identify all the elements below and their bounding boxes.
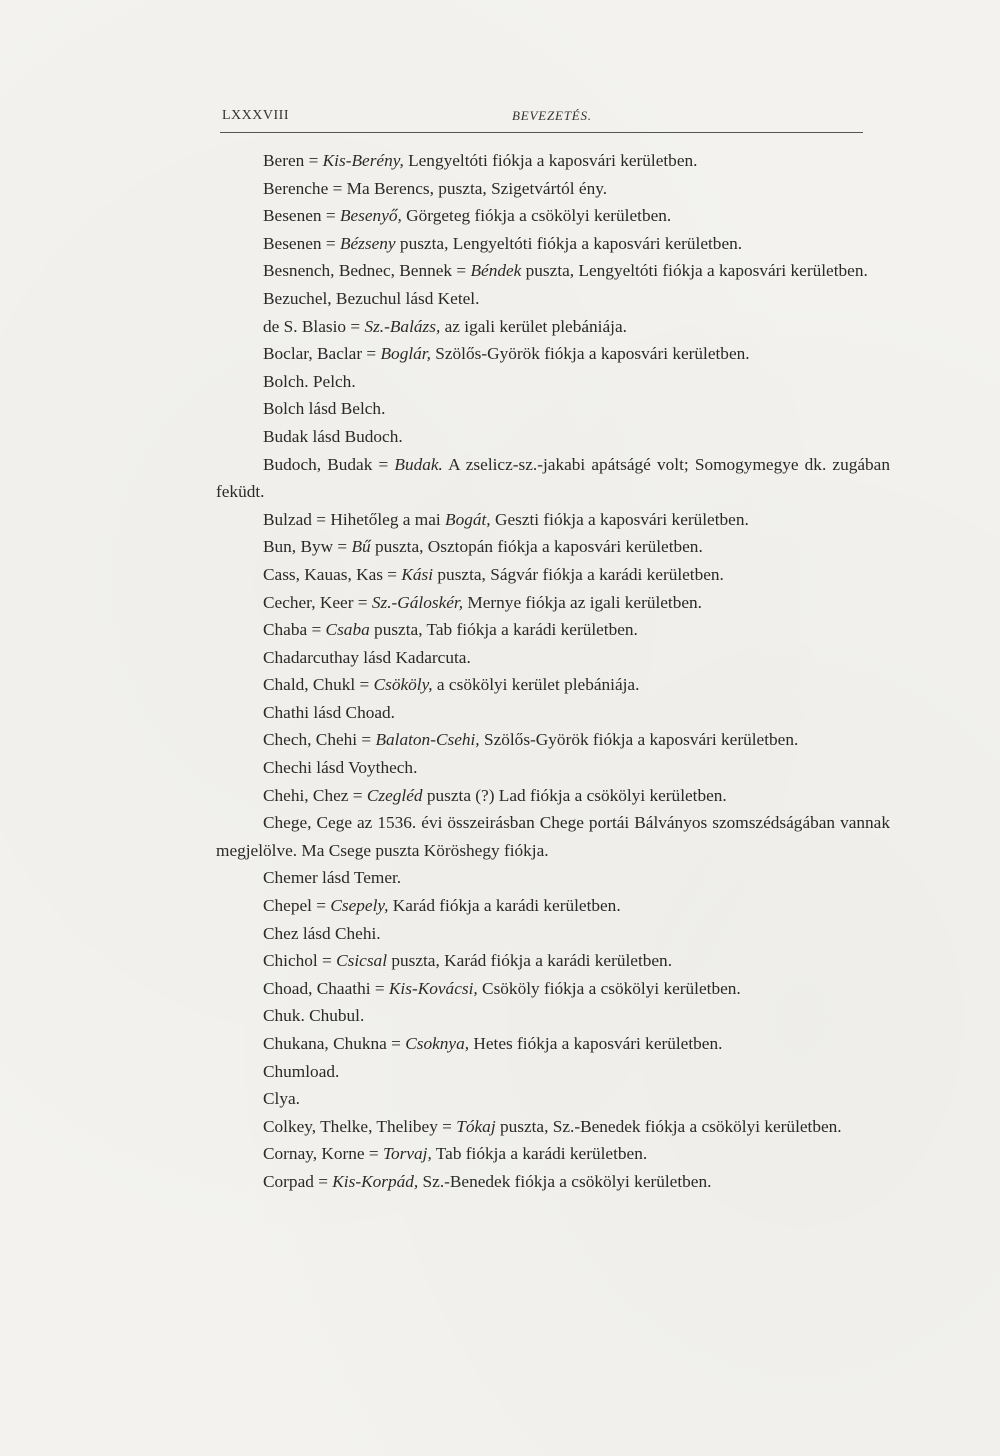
entry-description: puszta, Karád fiókja a karádi kerületben. [387, 951, 673, 971]
entry-modern-name: Csepely, [330, 896, 389, 916]
entry-headword: Chichol = [263, 951, 337, 971]
entry [216, 257, 890, 285]
entry [216, 947, 890, 975]
entry-modern-name: Kis-Korpád, [332, 1171, 419, 1191]
entry-headword: Berenche = Ma Berencs, puszta, Szigetvártól ény. [263, 178, 608, 198]
entry [216, 644, 890, 672]
running-title: BEVEZETÉS. [512, 108, 592, 123]
entry [216, 1058, 890, 1086]
entry-headword: Cecher, Keer = [263, 592, 372, 612]
entry-description: puszta, Sz.-Benedek fiókja a csökölyi kerületben. [495, 1116, 842, 1136]
entry-headword: Beren = [263, 151, 323, 170]
entry [216, 864, 890, 892]
entry [216, 809, 890, 864]
entry-headword: Chechi lásd Voythech. [263, 758, 418, 778]
entry [216, 1168, 890, 1196]
entry-headword: Chumload. [263, 1061, 340, 1081]
entry-description: Geszti fiókja a kaposvári kerületben. [490, 509, 749, 529]
entry-description: puszta (?) Lad fiókja a csökölyi kerületben. [422, 785, 727, 805]
entry-headword: Chadarcuthay lásd Kadarcuta. [263, 647, 471, 667]
entry [216, 451, 890, 506]
entry-headword: Bulzad = Hihetőleg a mai [263, 509, 446, 529]
entry-headword: Cass, Kauas, Kas = [263, 564, 402, 584]
entry [216, 975, 890, 1003]
entry [216, 754, 890, 782]
entry-modern-name: Budak. [394, 454, 443, 474]
entry [216, 892, 890, 920]
entry-headword: Clya. [263, 1089, 300, 1109]
entry-modern-name: Czegléd [366, 785, 423, 805]
entry-headword: Chuk. Chubul. [263, 1006, 365, 1026]
entry-description: Hetes fiókja a kaposvári kerületben. [469, 1034, 723, 1053]
entry [216, 671, 890, 699]
page-number: LXXXVIII [222, 108, 289, 123]
entry-modern-name: Sz.-Gáloskér, [371, 592, 464, 612]
entry [216, 726, 890, 754]
entry [216, 1113, 890, 1141]
entry-headword: Besnench, Bednec, Bennek = [263, 261, 471, 281]
entry-headword: Besenen = [263, 206, 340, 226]
entry [216, 506, 890, 534]
entry-headword: Cornay, Korne = [263, 1144, 383, 1164]
header-rule [220, 132, 863, 133]
entry-modern-name: Csoknya, [405, 1034, 470, 1053]
entry-modern-name: Csicsal [336, 951, 387, 971]
entry [216, 920, 890, 948]
entry-description: Lengyeltóti fiókja a kaposvári kerületben. [403, 151, 698, 170]
entry-description: puszta, Ságvár fiókja a karádi kerületben. [433, 564, 724, 584]
entry-headword: Bolch lásd Belch. [263, 399, 386, 419]
entry-modern-name: Sz.-Balázs, [364, 316, 441, 336]
entry-headword: Corpad = [263, 1171, 333, 1191]
entry-headword: Chehi, Chez = [263, 785, 367, 805]
entry-headword: Colkey, Thelke, Thelibey = [263, 1116, 457, 1136]
entry-headword: Bezuchel, Bezuchul lásd Ketel. [263, 288, 480, 308]
entry-headword: Besenen = [263, 233, 340, 253]
entry [216, 395, 890, 423]
entry-description: Tab fiókja a karádi kerületben. [431, 1144, 648, 1164]
entry-modern-name: Boglár, [380, 344, 431, 364]
entry [216, 782, 890, 810]
entry-headword: Choad, Chaathi = [263, 978, 389, 998]
entry-modern-name: Csaba [325, 620, 370, 640]
entry-modern-name: Kis-Berény, [322, 151, 404, 170]
entry-modern-name: Bogát, [445, 509, 491, 529]
entry-description: puszta, Tab fiókja a karádi kerületben. [369, 620, 638, 640]
entry [216, 313, 890, 341]
entry-description: puszta, Lengyeltóti fiókja a kaposvári kerületben. [521, 261, 868, 281]
entry-description: Görgeteg fiókja a csökölyi kerületben. [401, 206, 672, 226]
entry-description: puszta, Lengyeltóti fiókja a kaposvári kerületben. [395, 233, 743, 253]
entry [216, 1002, 890, 1030]
entry [216, 616, 890, 644]
entry-description: Szölős-Györök fiókja a kaposvári kerületben. [479, 730, 799, 750]
entry-description: Karád fiókja a karádi kerületben. [388, 896, 621, 916]
entry-headword: Chathi lásd Choad. [263, 702, 395, 722]
entry-headword: Bolch. Pelch. [263, 371, 356, 391]
entry-headword: Chech, Chehi = [263, 730, 376, 750]
entry-modern-name: Csököly, [373, 675, 433, 695]
entry [216, 285, 890, 313]
entry-description: Sz.-Benedek fiókja a csökölyi kerületben. [418, 1171, 712, 1191]
entry-headword: Budoch, Budak = [263, 454, 395, 474]
entry-description: a csökölyi kerület plebániája. [432, 675, 640, 695]
entry-modern-name: Béndek [470, 261, 522, 281]
entry [216, 368, 890, 396]
entry-list [216, 147, 890, 1196]
entry [216, 1140, 890, 1168]
entry [216, 533, 890, 561]
entry-headword: Chukana, Chukna = [263, 1034, 406, 1053]
entry-modern-name: Bézseny [339, 233, 396, 253]
entry [216, 1030, 890, 1058]
entry-headword: Chald, Chukl = [263, 675, 374, 695]
entry-modern-name: Besenyő, [339, 206, 402, 226]
entry [216, 340, 890, 368]
entry-headword: Budak lásd Budoch. [263, 426, 403, 446]
entry [216, 202, 890, 230]
entry-headword: Chez lásd Chehi. [263, 923, 381, 943]
entry-description: Mernye fiókja az igali kerületben. [463, 592, 703, 612]
entry [216, 561, 890, 589]
entry-description: A zselicz-sz.-jakabi apátságé volt; Somogymegye dk. zugában feküdt. [216, 454, 890, 502]
entry-description: Csököly fiókja a csökölyi kerületben. [477, 978, 741, 998]
entry-headword: Chaba = [263, 620, 326, 640]
entry [216, 1085, 890, 1113]
entry-headword: de S. Blasio = [263, 316, 365, 336]
entry-modern-name: Bű [351, 537, 371, 557]
entry-description: Szölős-Györök fiókja a kaposvári kerületben. [430, 344, 750, 364]
entry [216, 699, 890, 727]
entry [216, 423, 890, 451]
entry-headword: Boclar, Baclar = [263, 344, 381, 364]
running-head [222, 108, 862, 130]
entry-modern-name: Balaton-Csehi, [375, 730, 480, 750]
entry-modern-name: Kási [401, 564, 434, 584]
entry-modern-name: Kis-Kovácsi, [388, 978, 478, 998]
entry [216, 230, 890, 258]
entry-modern-name: Torvaj, [382, 1144, 432, 1164]
entry [216, 175, 890, 203]
entry-headword: Chemer lásd Temer. [263, 868, 402, 888]
entry [216, 147, 890, 175]
entry-description: puszta, Osztopán fiókja a kaposvári kerületben. [370, 537, 703, 557]
entry-headword: Chepel = [263, 896, 331, 916]
entry-headword: Bun, Byw = [263, 537, 352, 557]
entry-headword: Chege, Cege az 1536. évi összeirásban Chege portái Bálványos szomszédságában vannak megjelölve. Ma Csege puszta Köröshegy fiókja. [216, 813, 890, 860]
entry [216, 589, 890, 617]
entry-modern-name: Tókaj [456, 1116, 496, 1136]
entry-description: az igali kerület plebániája. [440, 316, 627, 336]
